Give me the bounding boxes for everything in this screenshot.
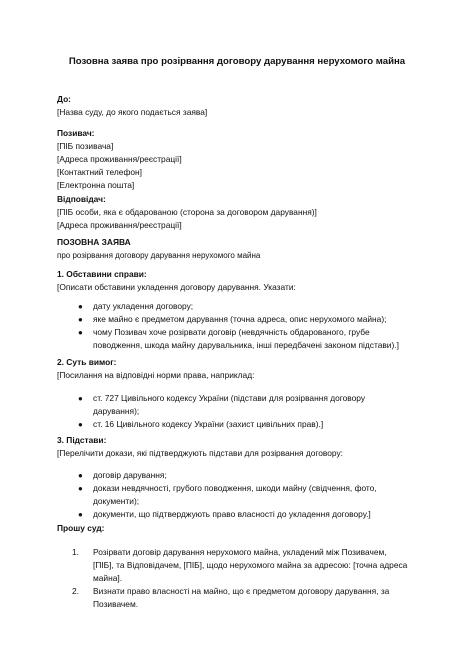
request-item-number: 2.	[72, 586, 79, 596]
request-item-1-continuation: майна].	[93, 573, 123, 583]
claim-heading	[57, 236, 429, 262]
list-item-continuation: поводження, шкода майну дарувальника, інші передбачені законом підстави).]	[93, 340, 399, 350]
section1-heading: 1. Обставини справи:	[57, 269, 147, 279]
request-item-2: 2. Визнати право власності на майно, що є предметом договору дарування, за	[72, 586, 390, 596]
court-request-section	[57, 522, 429, 611]
list-item: ● дату укладення договору;	[78, 301, 194, 311]
document-title: Позовна заява про розірвання договору дарування нерухомого майна	[68, 56, 406, 67]
bullet-dot-icon: ●	[78, 302, 83, 311]
defendant-section	[57, 193, 429, 232]
plaintiff-section	[57, 127, 429, 192]
section-claims	[57, 356, 429, 431]
request-item-number: 1.	[72, 547, 79, 557]
plaintiff-label: Позивач:	[57, 128, 95, 138]
section-circumstances	[57, 268, 429, 352]
section2-heading: 2. Суть вимог:	[57, 357, 117, 367]
bullet-dot-icon: ●	[78, 328, 83, 337]
claim-title: ПОЗОВНА ЗАЯВА	[57, 237, 131, 247]
request-item-1-continuation: [ПІБ], та Відповідачем, [ПІБ], щодо нерухомого майна за адресою: [точна адреса	[93, 560, 408, 570]
section2-intro: [Посилання на відповідні норми права, наприклад:	[57, 370, 255, 380]
bullet-dot-icon: ●	[78, 420, 83, 429]
request-list	[57, 546, 429, 611]
plaintiff-phone-field: [Контактний телефон]	[57, 167, 142, 177]
list-item-continuation: дарування);	[93, 406, 140, 416]
request-item-2-continuation: Позивачем.	[93, 599, 139, 609]
section3-intro: [Перелічити докази, які підтверджують підстави для розірвання договору:	[57, 448, 344, 458]
section3-bullet-list	[57, 469, 429, 521]
bullet-dot-icon: ●	[78, 471, 83, 480]
list-item: ● чому Позивач хоче розірвати договір (невдячність обдарованого, грубе	[78, 327, 370, 337]
list-item: ● ст. 727 Цивільного кодексу України (підстави для розірвання договору	[78, 393, 366, 403]
court-section	[57, 93, 429, 119]
court-value: [Назва суду, до якого подається заява]	[57, 107, 208, 117]
list-item-continuation: документи);	[93, 496, 140, 506]
plaintiff-name-field: [ПІБ позивача]	[57, 141, 114, 151]
section1-bullet-list	[57, 300, 429, 352]
list-item: ● документи, що підтверджують право власності до укладення договору.]	[78, 509, 371, 519]
court-label: До:	[57, 94, 71, 104]
section1-intro: [Описати обставини укладення договору дарування. Указати:	[57, 282, 296, 292]
bullet-dot-icon: ●	[78, 510, 83, 519]
list-item: ● яке майно є предметом дарування (точна адреса, опис нерухомого майна);	[78, 314, 387, 324]
bullet-dot-icon: ●	[78, 315, 83, 324]
section2-bullet-list	[57, 392, 429, 431]
section-grounds	[57, 434, 429, 521]
plaintiff-address-field: [Адреса проживання/реєстрації]	[57, 154, 182, 164]
list-item: ● ст. 16 Цивільного кодексу України (захист цивільних прав).]	[78, 419, 324, 429]
defendant-address-field: [Адреса проживання/реєстрації]	[57, 220, 182, 230]
bullet-dot-icon: ●	[78, 484, 83, 493]
claim-subtitle: про розірвання договору дарування нерухомого майна	[57, 251, 261, 260]
defendant-name-field: [ПІБ особи, яка є обдарованою (сторона за договором дарування)]	[57, 207, 317, 217]
section3-heading: 3. Підстави:	[57, 435, 107, 445]
list-item: ● договір дарування;	[78, 470, 167, 480]
plaintiff-email-field: [Електронна пошта]	[57, 180, 135, 190]
request-heading: Прошу суд:	[57, 523, 105, 533]
list-item: ● докази невдячності, грубого поводження, шкоди майну (свідчення, фото,	[78, 483, 377, 493]
bullet-dot-icon: ●	[78, 394, 83, 403]
request-item-1: 1. Розірвати договір дарування нерухомого майна, укладений між Позивачем,	[72, 547, 387, 557]
defendant-label: Відповідач:	[57, 194, 106, 204]
